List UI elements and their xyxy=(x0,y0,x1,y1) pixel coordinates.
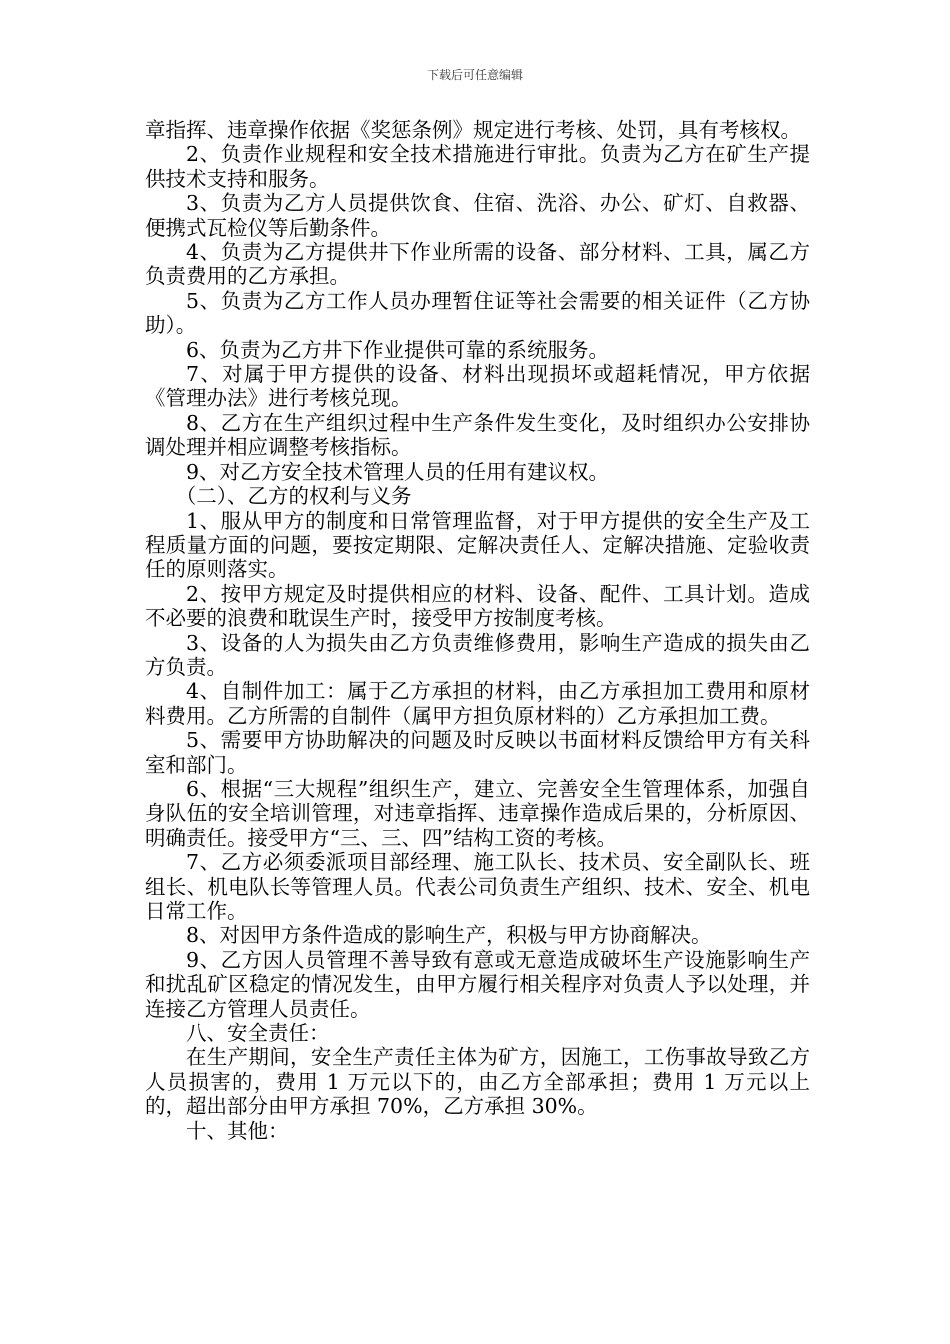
document-paragraph: 8、对因甲方条件造成的影响生产，积极与甲方协商解决。 xyxy=(186,923,712,948)
document-paragraph: 八、安全责任： xyxy=(186,1021,330,1046)
document-paragraph: 在生产期间，安全生产责任主体为矿方，因施工，工伤事故导致乙方人员损害的，费用 1 万元以下的，由乙方全部承担；费用 1 万元以上的，超出部分由甲方承担 70%，乙方承担 30%。 xyxy=(145,1045,810,1119)
document-paragraph: 6、根据“三大规程”组织生产，建立、完善安全生管理体系，加强自身队伍的安全培训管理，对违章指挥、违章操作造成后果的，分析原因、明确责任。接受甲方“三、三、四”结构工资的考核。 xyxy=(145,776,810,850)
document-paragraph: 2、按甲方规定及时提供相应的材料、设备、配件、工具计划。造成不必要的浪费和耽误生产时，接受甲方按制度考核。 xyxy=(145,581,810,631)
document-paragraph: 7、乙方必须委派项目部经理、施工队长、技术员、安全副队长、班组长、机电队长等管理人员。代表公司负责生产组织、技术、安全、机电日常工作。 xyxy=(145,850,810,923)
document-paragraph: 6、负责为乙方井下作业提供可靠的系统服务。 xyxy=(186,337,610,362)
document-paragraph: 4、负责为乙方提供井下作业所需的设备、部分材料、工具，属乙方负责费用的乙方承担。 xyxy=(145,240,810,289)
document-paragraph: 1、服从甲方的制度和日常管理监督，对于甲方提供的安全生产及工程质量方面的问题，要按定期限、定解决责任人、定解决措施、定验收责任的原则落实。 xyxy=(145,508,810,582)
document-paragraph: 7、对属于甲方提供的设备、材料出现损坏或超耗情况，甲方依据《管理办法》进行考核兑现。 xyxy=(145,362,810,411)
document-paragraph: 3、设备的人为损失由乙方负责维修费用，影响生产造成的损失由乙方负责。 xyxy=(145,630,810,679)
document-paragraph: 4、自制件加工：属于乙方承担的材料，由乙方承担加工费用和原材料费用。乙方所需的自制件（属甲方担负原材料的）乙方承担加工费。 xyxy=(145,679,810,728)
document-paragraph: 8、乙方在生产组织过程中生产条件发生变化，及时组织办公安排协调处理并相应调整考核指标。 xyxy=(145,410,810,460)
document-body xyxy=(145,118,810,1143)
document-paragraph: 5、负责为乙方工作人员办理暂住证等社会需要的相关证件（乙方协助）。 xyxy=(145,288,810,338)
document-paragraph: 2、负责作业规程和安全技术措施进行审批。负责为乙方在矿生产提供技术支持和服务。 xyxy=(145,142,810,191)
page-header-note: 下载后可任意编辑 xyxy=(426,68,523,82)
document-paragraph: 5、需要甲方协助解决的问题及时反映以书面材料反馈给甲方有关科室和部门。 xyxy=(145,728,810,777)
document-paragraph: 章指挥、违章操作依据《奖惩条例》规定进行考核、处罚，具有考核权。 xyxy=(145,118,801,142)
document-paragraph: （二）、乙方的权利与义务 xyxy=(175,484,412,509)
document-paragraph: 9、对乙方安全技术管理人员的任用有建议权。 xyxy=(186,459,610,484)
document-paragraph: 9、乙方因人员管理不善导致有意或无意造成破坏生产设施影响生产和扰乱矿区稳定的情况发生，由甲方履行相关程序对负责人予以处理，并连接乙方管理人员责任。 xyxy=(145,947,810,1021)
document-paragraph: 3、负责为乙方人员提供饮食、住宿、洗浴、办公、矿灯、自救器、便携式瓦检仪等后勤条件。 xyxy=(145,191,810,240)
document-paragraph: 十、其他： xyxy=(186,1118,289,1143)
